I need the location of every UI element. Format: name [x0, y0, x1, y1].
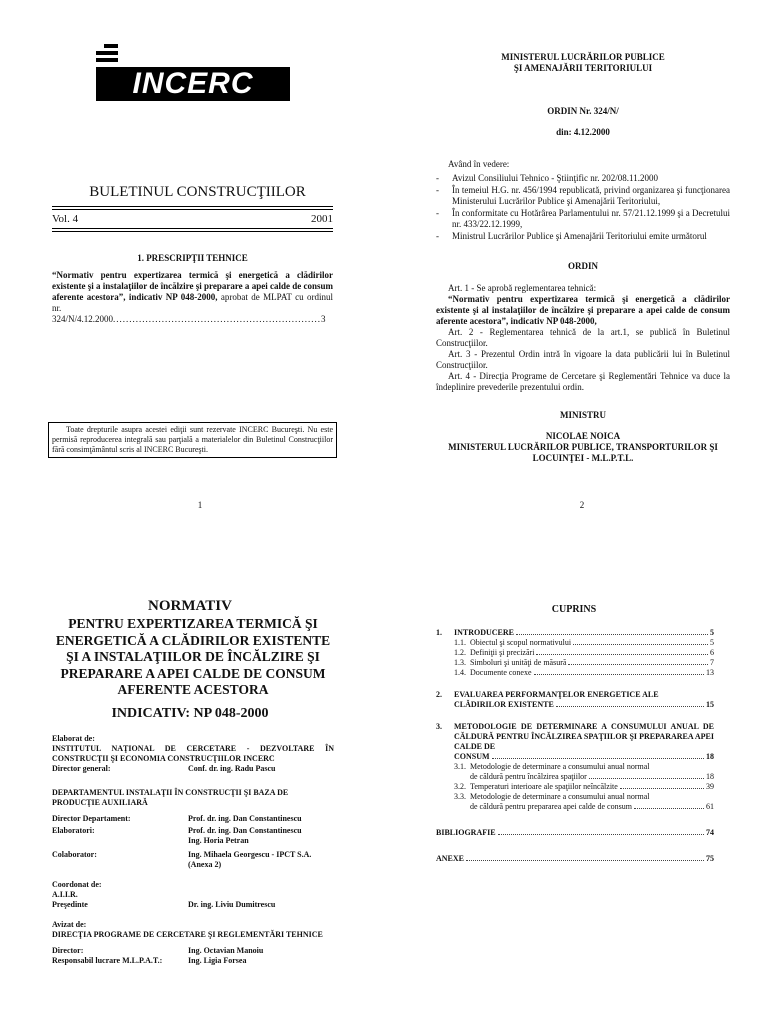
contents-title: CUPRINS [551, 604, 597, 615]
article-2: Art. 2 - Reglementarea tehnică de la art.1, se publică în Buletinul Construcţiilor. [436, 327, 730, 348]
entry-title: “Normativ pentru expertizarea termică şi energetică a clădirilor existente şi a instalaţiilor de încălzire şi preparare a apei calde de consum aferente acestora”, indicativ NP 048-2000, [52, 270, 333, 302]
authors-label: Elaboratori: [52, 826, 95, 835]
president-label: Preşedinte [52, 900, 88, 909]
page-2 [384, 0, 768, 512]
bulletin-title: BULETINUL CONSTRUCŢIILOR [89, 184, 306, 200]
toc-section-3[interactable]: 3. METODOLOGIE DE DETERMINARE A CONSUMULUI ANUAL DE CĂLDURĂ PENTRU ÎNCĂLZIREA SPAŢIILOR ŞI PREPARAREA APEI CALDE DE CONSUM 18 [436, 722, 714, 761]
page-1 [0, 0, 384, 512]
credits-block [52, 734, 334, 966]
normativ-title: NORMATIV [148, 598, 232, 614]
entry-page: 3 [321, 314, 326, 324]
entry-approval: aprobat de MLPAT cu ordinul nr. 324/N/4.12.2000 [52, 292, 333, 324]
volume-rule [52, 228, 333, 232]
logo-text: INCERC [96, 67, 290, 101]
collaborator-note: (Anexa 2) [188, 860, 222, 869]
ministry-line-1: MINISTERUL LUCRĂRILOR PUBLICE [501, 52, 665, 62]
section-heading: 1. PRESCRIPŢII TEHNICE [137, 253, 248, 263]
table-of-contents [436, 628, 714, 864]
volume-line [52, 213, 333, 226]
collaborator-label: Colaborator: [52, 850, 97, 859]
department-director-label: Director Departament: [52, 814, 131, 823]
approved-label: Avizat de: [52, 920, 87, 929]
director-general-label: Director general: [52, 764, 111, 773]
consideration-item: Ministrul Lucrărilor Publice şi Amenajării Teritoriului emite următorul [452, 231, 707, 241]
toc-annexes[interactable]: ANEXE 75 [436, 854, 714, 863]
aiir: A.I.I.R. [52, 890, 78, 899]
toc-section-2[interactable]: 2. EVALUAREA PERFORMANŢELOR ENERGETICE ALE CLĂDIRILOR EXISTENTE 15 [436, 690, 714, 709]
year: 2001 [311, 213, 333, 225]
director-general: Conf. dr. ing. Radu Pascu [188, 764, 276, 773]
article-3: Art. 3 - Prezentul Ordin intră în vigoare la data publicării lui în Buletinul Construcţiilor. [436, 349, 730, 370]
incerc-logo [96, 44, 290, 101]
author-2: Ing. Horia Petran [188, 836, 249, 845]
director: Ing. Octavian Manoiu [188, 946, 264, 955]
toc-item[interactable]: 1.4. Documente conexe 13 [454, 668, 714, 677]
consideration-item: În conformitate cu Hotărârea Parlamentului nr. 57/21.12.1999 şi a Decretului nr. 433/22.12.1999, [452, 208, 730, 229]
order-date: din: 4.12.2000 [556, 127, 610, 137]
elaborat-label: Elaborat de: [52, 734, 95, 743]
author-1: Prof. dr. ing. Dan Constantinescu [188, 826, 302, 835]
responsible: Ing. Ligia Forsea [188, 956, 247, 965]
having-regard: Având în vedere: [448, 159, 510, 169]
toc-item[interactable]: 1.3. Simboluri şi unităţi de măsură 7 [454, 658, 714, 667]
page-4 [384, 512, 768, 1024]
volume: Vol. 4 [52, 213, 79, 225]
coordinated-label: Coordonat de: [52, 880, 102, 889]
ministry-line-2: ŞI AMENAJĂRII TERITORIULUI [513, 63, 653, 73]
toc-item[interactable]: 1.1. Obiectul şi scopul normativului 5 [454, 638, 714, 647]
toc-item[interactable]: 3.1. Metodologie de determinare a consumului anual normal de căldură pentru încălzirea spaţiilor 18 [454, 762, 714, 781]
copyright-notice: Toate drepturile asupra acestei ediţii sunt rezervate INCERC Bucureşti. Nu este permisă reproducerea integrală sau parţială a materialelor din Buletinul Construcţiilor fără consimţământul scris al INCERC Bucureşti. [48, 422, 337, 458]
toc-item[interactable]: 1.2. Definiţii şi precizări 6 [454, 648, 714, 657]
title-rule [52, 206, 333, 210]
department: DEPARTAMENTUL INSTALAŢII ÎN CONSTRUCŢII ŞI BAZA DE PRODUCŢIE AUXILIARĂ [52, 788, 289, 807]
logo-stripes-icon [96, 44, 118, 65]
president: Dr. ing. Liviu Dumitrescu [188, 900, 276, 909]
indicativ: INDICATIV: NP 048-2000 [111, 706, 269, 721]
considerations-list: - Avizul Consiliului Tehnico - Ştiinţific nr. 202/08.11.2000 - În temeiul H.G. nr. 456/1994 republicată, privind organizarea şi funcţionarea Ministerului Lucrărilor Publice şi Amenajării Teritoriului, - În conformitate cu Hotărârea Parlamentului nr. 57/21.12.1999 şi a Decretului nr. 433/22.12.1999, - Ministrul Lucrărilor Publice şi Amenajării Teritoriului emite următorul [436, 173, 730, 241]
directorate: DIRECŢIA PROGRAME DE CERCETARE ŞI REGLEMENTĂRI TEHNICE [52, 930, 323, 939]
institute: INSTITUTUL NAŢIONAL DE CERCETARE - DEZVOLTARE ÎN CONSTRUCŢII ŞI ECONOMIA CONSTRUCŢIILOR INCERC [52, 744, 334, 763]
order-heading: ORDIN [567, 261, 598, 271]
toc-item[interactable]: 3.3. Metodologie de determinare a consumului anual normal de căldură pentru prepararea apei calde de consum 61 [454, 792, 714, 811]
collaborator: Ing. Mihaela Georgescu - IPCT S.A. [188, 850, 312, 859]
article-1: Art. 1 - Se aprobă reglementarea tehnică: [448, 283, 597, 293]
contents-entry: “Normativ pentru expertizarea termică şi energetică a clădirilor existente şi a instalaţiilor de încălzire şi preparare a apei calde de consum aferente acestora”, indicativ NP 048-2000, aprobat de MLPAT cu ordinul nr. 324/N/4.12.2000................................................................3 [52, 270, 333, 324]
consideration-item: În temeiul H.G. nr. 456/1994 republicată, privind organizarea şi funcţionarea Ministerului Lucrărilor Publice şi Amenajării Teritoriului, [452, 185, 730, 206]
minister-name: NICOLAE NOICA [545, 431, 621, 441]
toc-bibliography[interactable]: BIBLIOGRAFIE 74 [436, 828, 714, 837]
page-number-1: 1 [197, 500, 203, 510]
minister-heading: MINISTRU [559, 410, 606, 420]
order-number: ORDIN Nr. 324/N/ [547, 106, 619, 116]
normativ-subtitle: PENTRU EXPERTIZAREA TERMICĂ ŞI ENERGETICĂ A CLĂDIRILOR EXISTENTE ŞI A INSTALAŢIILOR DE ÎNCĂLZIRE ŞI PREPARARE A APEI CALDE DE CONSUM AFERENTE ACESTORA [55, 616, 331, 698]
responsible-label: Responsabil lucrare M.L.P.A.T.: [52, 956, 163, 965]
consideration-item: Avizul Consiliului Tehnico - Ştiinţific nr. 202/08.11.2000 [452, 173, 658, 183]
director-label: Director: [52, 946, 84, 955]
page-number-2: 2 [579, 500, 585, 510]
department-director: Prof. dr. ing. Dan Constantinescu [188, 814, 302, 823]
article-1-title: “Normativ pentru expertizarea termică şi energetică a clădirilor existente şi al instalaţiilor de încălzire şi preparare a apei calde de consum aferente acestora”, indicativ NP 048-2000, [436, 294, 730, 326]
ministry-full-name: MINISTERUL LUCRĂRILOR PUBLICE, TRANSPORTURILOR ŞI LOCUINŢEI - M.L.P.T.L. [448, 442, 718, 463]
page-3 [0, 512, 384, 1024]
article-4: Art. 4 - Direcţia Programe de Cercetare şi Reglementări Tehnice va duce la îndeplinire prevederile prezentului ordin. [436, 371, 730, 392]
order-articles [436, 283, 730, 393]
toc-item[interactable]: 3.2. Temperaturi interioare ale spaţiilor neîncălzite 39 [454, 782, 714, 791]
toc-section-1[interactable]: 1. INTRODUCERE 5 [436, 628, 714, 637]
